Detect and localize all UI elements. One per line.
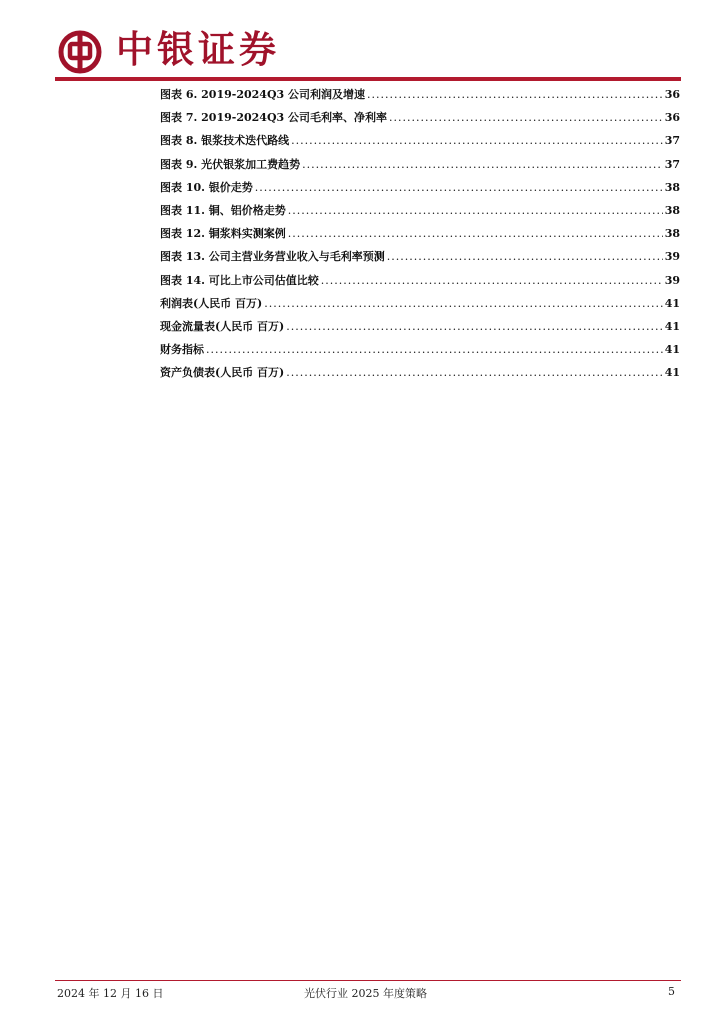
toc-entry-title: 资产负债表(人民币 百万) — [160, 366, 285, 380]
footer-report-title: 光伏行业 2025 年度策略 — [304, 987, 427, 1000]
toc-entry[interactable] — [160, 202, 680, 225]
toc-entry-title: 图表 8. 银浆技术迭代路线 — [160, 134, 290, 148]
toc-dot-leader — [387, 250, 663, 263]
toc-dot-leader — [291, 134, 663, 147]
toc-entry-title: 图表 9. 光伏银浆加工费趋势 — [160, 157, 301, 171]
toc-entry-page: 39 — [664, 273, 680, 287]
toc-dot-leader — [286, 320, 662, 333]
toc-dot-leader — [288, 227, 663, 240]
toc-entry-title: 图表 13. 公司主营业务营业收入与毛利率预测 — [160, 250, 385, 264]
toc-dot-leader — [206, 343, 663, 356]
toc-entry-page: 41 — [664, 366, 680, 380]
toc-dot-leader — [302, 158, 663, 171]
toc-entry-title: 现金流量表(人民币 百万) — [160, 319, 285, 333]
toc-entry-title: 图表 12. 铜浆料实测案例 — [160, 227, 286, 241]
brand-name: 中银证券 — [116, 28, 280, 71]
toc-entry[interactable] — [160, 341, 680, 364]
toc-entry-title: 利润表(人民币 百万) — [160, 296, 263, 310]
toc-dot-leader — [286, 366, 662, 379]
toc-entry-page: 36 — [664, 88, 680, 101]
toc-dot-leader — [255, 181, 663, 194]
toc-entry-title: 财务指标 — [160, 343, 204, 357]
toc-dot-leader — [321, 274, 663, 287]
toc-entry-page: 38 — [664, 180, 680, 194]
header-divider — [55, 77, 681, 81]
toc-entry[interactable] — [160, 179, 680, 202]
toc-entry-page: 38 — [664, 227, 680, 241]
toc-entry-title: 图表 14. 可比上市公司估值比较 — [160, 273, 319, 287]
toc-entry-title: 图表 11. 铜、铝价格走势 — [160, 203, 286, 217]
toc-entry-page: 41 — [664, 319, 680, 333]
toc-entry-page: 39 — [664, 250, 680, 264]
toc-entry-title: 图表 6. 2019-2024Q3 公司利润及增速 — [160, 88, 366, 101]
toc-dot-leader — [389, 111, 663, 124]
page-number: 5 — [668, 985, 675, 998]
toc-entry[interactable] — [160, 272, 680, 295]
page-header — [0, 0, 724, 84]
footer-date: 2024 年 12 月 16 日 — [57, 987, 164, 1000]
toc-entry-page: 41 — [664, 343, 680, 357]
footer-divider — [55, 980, 681, 981]
toc-entry-page: 36 — [664, 111, 680, 125]
toc-entry-page: 38 — [664, 203, 680, 217]
toc-entry[interactable] — [160, 364, 680, 387]
toc-dot-leader — [367, 88, 663, 101]
toc-entry[interactable] — [160, 248, 680, 271]
toc-entry-page: 37 — [664, 157, 680, 171]
bank-of-china-logo-icon — [58, 30, 102, 74]
toc-entry-page: 37 — [664, 134, 680, 148]
toc-entry-title: 图表 7. 2019-2024Q3 公司毛利率、净利率 — [160, 111, 388, 125]
table-of-contents — [160, 86, 680, 387]
toc-entry[interactable] — [160, 109, 680, 132]
toc-entry[interactable] — [160, 156, 680, 179]
toc-dot-leader — [264, 297, 662, 310]
toc-entry[interactable] — [160, 318, 680, 341]
toc-entry-page: 41 — [664, 296, 680, 310]
toc-entry[interactable] — [160, 225, 680, 248]
toc-entry[interactable] — [160, 86, 680, 109]
toc-entry-title: 图表 10. 银价走势 — [160, 180, 253, 194]
toc-entry[interactable] — [160, 132, 680, 155]
toc-dot-leader — [288, 204, 663, 217]
toc-entry[interactable] — [160, 295, 680, 318]
